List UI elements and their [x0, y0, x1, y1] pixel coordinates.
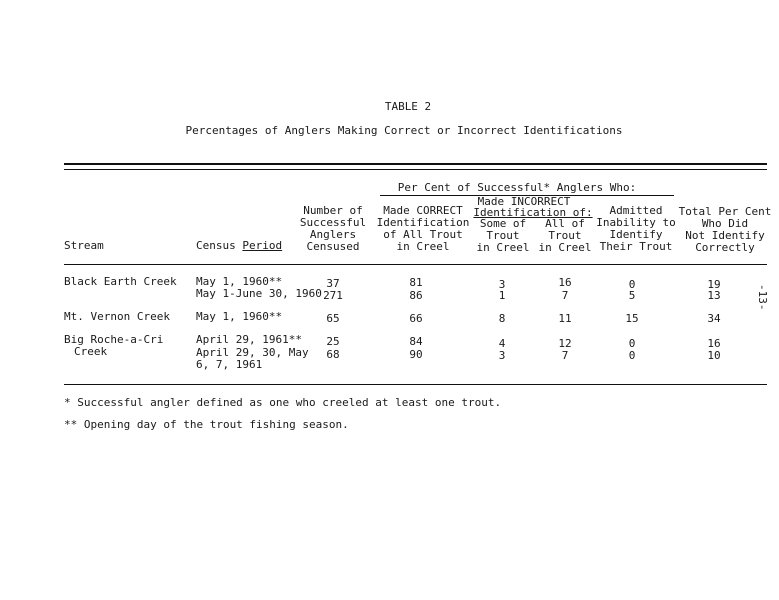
- row1-period: May 1, 1960**: [196, 275, 283, 288]
- row5-number: 68: [326, 348, 340, 361]
- col-header-total: Total Per Cent Who Did Not Identify Correctly: [678, 205, 772, 254]
- page-number: -13-: [756, 284, 769, 311]
- row5-period: April 29, 30, May 6, 7, 1961: [196, 346, 309, 371]
- row1-number: 37: [326, 277, 340, 290]
- row1-total: 19: [707, 278, 721, 291]
- row4-inability: 0: [628, 337, 636, 350]
- top-rule-thick: [64, 163, 767, 165]
- col-header-number: Number of Successful Anglers Censused: [299, 204, 367, 253]
- row1-stream: Black Earth Creek: [64, 275, 177, 288]
- col-header-census-word: Census: [196, 239, 236, 252]
- row3-number: 65: [326, 312, 340, 325]
- row4-stream: Big Roche-a-Cri: [64, 333, 164, 346]
- row3-stream: Mt. Vernon Creek: [64, 310, 170, 323]
- row2-correct: 86: [409, 289, 423, 302]
- row2-period: May 1-June 30, 1960: [196, 287, 322, 300]
- col-header-period-word: Period: [242, 239, 283, 252]
- footnote-1: * Successful angler defined as one who creeled at least one trout.: [64, 396, 502, 409]
- row4-all: 12: [558, 337, 572, 350]
- row5-inability: 0: [628, 349, 636, 362]
- row1-inability: 0: [628, 278, 636, 291]
- row4-period: April 29, 1961**: [196, 333, 302, 346]
- col-header-stream: Stream: [64, 239, 104, 252]
- row5-total: 10: [707, 349, 721, 362]
- row5-correct: 90: [409, 348, 423, 361]
- col-header-correct: Made CORRECT Identification of All Trout in Creel: [376, 204, 470, 253]
- col-header-some: Some of Trout in Creel: [476, 217, 530, 254]
- row3-all: 11: [558, 312, 572, 325]
- row1-correct: 81: [409, 276, 423, 289]
- row4-number: 25: [326, 335, 340, 348]
- top-rule-thin: [64, 169, 767, 170]
- row4-total: 16: [707, 337, 721, 350]
- bottom-rule: [64, 384, 767, 385]
- row3-period: May 1, 1960**: [196, 310, 283, 323]
- row3-correct: 66: [409, 312, 423, 325]
- header-bottom-rule: [64, 264, 767, 265]
- row4-some: 4: [498, 337, 506, 350]
- row2-number: 271: [323, 289, 343, 302]
- subgroup-header: Identification of:: [473, 206, 593, 219]
- subgroup-header-top: Made INCORRECT: [477, 195, 571, 208]
- row3-some: 8: [498, 312, 506, 325]
- row5-some: 3: [498, 349, 506, 362]
- row5-stream: Creek: [74, 345, 108, 358]
- row4-correct: 84: [409, 335, 423, 348]
- footnote-2: ** Opening day of the trout fishing season.: [64, 418, 349, 431]
- row2-inability: 5: [628, 289, 636, 302]
- row3-inability: 15: [625, 312, 639, 325]
- col-header-inability: Admitted Inability to Identify Their Trout: [596, 204, 676, 253]
- col-header-census-period: [196, 240, 282, 252]
- group-header: Per Cent of Successful* Anglers Who:: [397, 181, 637, 194]
- row2-total: 13: [707, 289, 721, 302]
- row1-all: 16: [558, 276, 572, 289]
- row5-all: 7: [561, 349, 569, 362]
- row1-some: 3: [498, 278, 506, 291]
- row2-all: 7: [561, 289, 569, 302]
- row3-total: 34: [707, 312, 721, 325]
- col-header-all: All of Trout in Creel: [538, 217, 592, 254]
- table-label: TABLE 2: [384, 100, 432, 113]
- table-title: Percentages of Anglers Making Correct or Incorrect Identifications: [185, 124, 623, 137]
- row2-some: 1: [498, 289, 506, 302]
